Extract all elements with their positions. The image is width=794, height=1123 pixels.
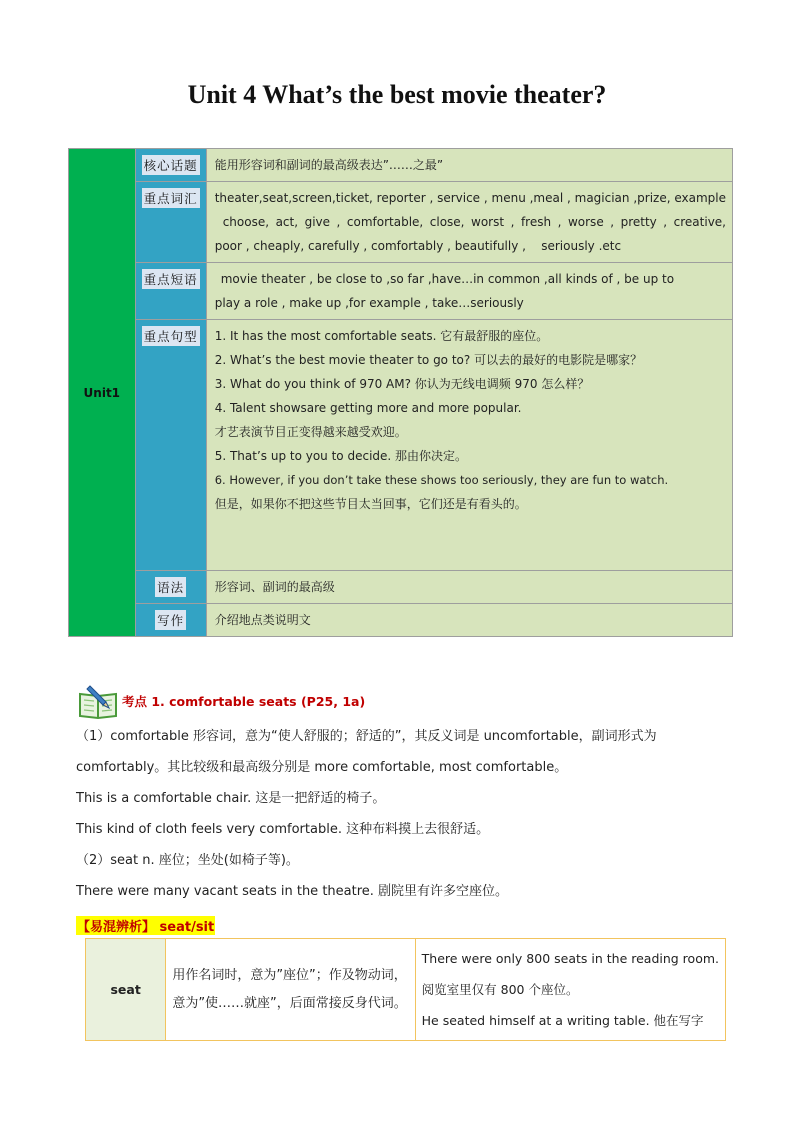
category-cell — [135, 320, 206, 571]
category-label: 重点词汇 — [142, 188, 200, 208]
confusion-table — [85, 938, 726, 1041]
phrase-line: movie theater , be close to ,so far ,have…in common ,all kinds of , be up to — [220, 272, 675, 286]
book-pen-icon — [76, 682, 120, 720]
sentence-line: 2. What’s the best movie theater to go to? 可以去的最好的电影院是哪家？ — [214, 353, 643, 367]
confusion-word: seat — [86, 939, 166, 1041]
vocab-line: poor , cheaply, carefully , comfortably , beautifully , seriously .etc — [214, 239, 622, 253]
vocab-cell — [206, 182, 732, 263]
kaodian-paragraph: （1）comfortable 形容词，意为“使人舒服的；舒适的”，其反义词是 uncomfortable，副词形式为 — [76, 729, 657, 744]
table-row — [86, 939, 726, 1041]
vocab-line: theater,seat,screen,ticket, reporter , service , menu ,meal , magician ,prize, example — [214, 191, 726, 205]
grammar-text: 形容词、副词的最高级 — [206, 571, 732, 604]
kaodian-paragraph: This kind of cloth feels very comfortable. 这种布料摸上去很舒适。 — [76, 822, 490, 837]
unit-summary-table — [68, 148, 733, 637]
category-cell — [135, 604, 206, 637]
sentence-line: 4. Talent showsare getting more and more popular. — [214, 401, 522, 415]
page-title: Unit 4 What’s the best movie theater? — [187, 80, 607, 109]
kaodian-paragraph: This is a comfortable chair. 这是一把舒适的椅子。 — [76, 791, 386, 806]
example-line: There were only 800 seats in the reading room. — [421, 951, 719, 966]
kaodian-paragraph: comfortably。其比较级和最高级分别是 more comfortable, most comfortable。 — [76, 760, 568, 775]
kaodian-paragraph: （2）seat n. 座位；坐处(如椅子等)。 — [76, 853, 299, 868]
topic-text: 能用形容词和副词的最高级表达”……之最” — [206, 149, 732, 182]
confusion-examples — [415, 939, 725, 1041]
vocab-line: choose, act, give , comfortable, close, worst , fresh , worse , pretty , creative, — [222, 215, 726, 229]
table-row — [69, 604, 733, 637]
sentence-line: 6. However, if you don’t take these shows too seriously, they are fun to watch. — [214, 473, 669, 487]
kaodian-title: 考点 1. comfortable seats (P25, 1a) — [122, 694, 366, 709]
table-row — [69, 149, 733, 182]
unit-label: Unit1 — [69, 149, 136, 637]
category-label: 重点句型 — [142, 326, 200, 346]
sentence-line: 1. It has the most comfortable seats. 它有最舒服的座位。 — [214, 329, 549, 343]
sentence-line: 但是，如果你不把这些节目太当回事，它们还是有看头的。 — [214, 497, 527, 511]
sentence-line: 才艺表演节目正变得越来越受欢迎。 — [214, 425, 407, 439]
category-cell — [135, 263, 206, 320]
phrase-line: play a role , make up ,for example , take…seriously — [214, 296, 524, 310]
table-row — [69, 320, 733, 571]
table-row — [69, 571, 733, 604]
kaodian-paragraph: There were many vacant seats in the theatre. 剧院里有许多空座位。 — [76, 884, 509, 899]
category-cell — [135, 149, 206, 182]
confusion-explanation: 用作名词时，意为”座位”；作及物动词，意为”使……就座”，后面常接反身代词。 — [166, 939, 415, 1041]
kaodian-header — [76, 682, 476, 720]
example-line: 阅览室里仅有 800 个座位。 — [421, 982, 579, 997]
category-cell — [135, 182, 206, 263]
category-label: 写作 — [155, 610, 186, 630]
example-line: He seated himself at a writing table. 他在写字 — [421, 1013, 704, 1028]
sentences-cell — [206, 320, 732, 571]
category-label: 语法 — [155, 577, 186, 597]
table-row — [69, 182, 733, 263]
sentence-line: 3. What do you think of 970 AM? 你认为无线电调频 970 怎么样？ — [214, 377, 590, 391]
confusion-label: 【易混辨析】 seat/sit — [76, 916, 215, 935]
category-cell — [135, 571, 206, 604]
table-row — [69, 263, 733, 320]
writing-text: 介绍地点类说明文 — [206, 604, 732, 637]
sentence-line: 5. That’s up to you to decide. 那由你决定。 — [214, 449, 468, 463]
phrases-cell — [206, 263, 732, 320]
category-label: 重点短语 — [142, 269, 200, 289]
category-label: 核心话题 — [142, 155, 200, 175]
